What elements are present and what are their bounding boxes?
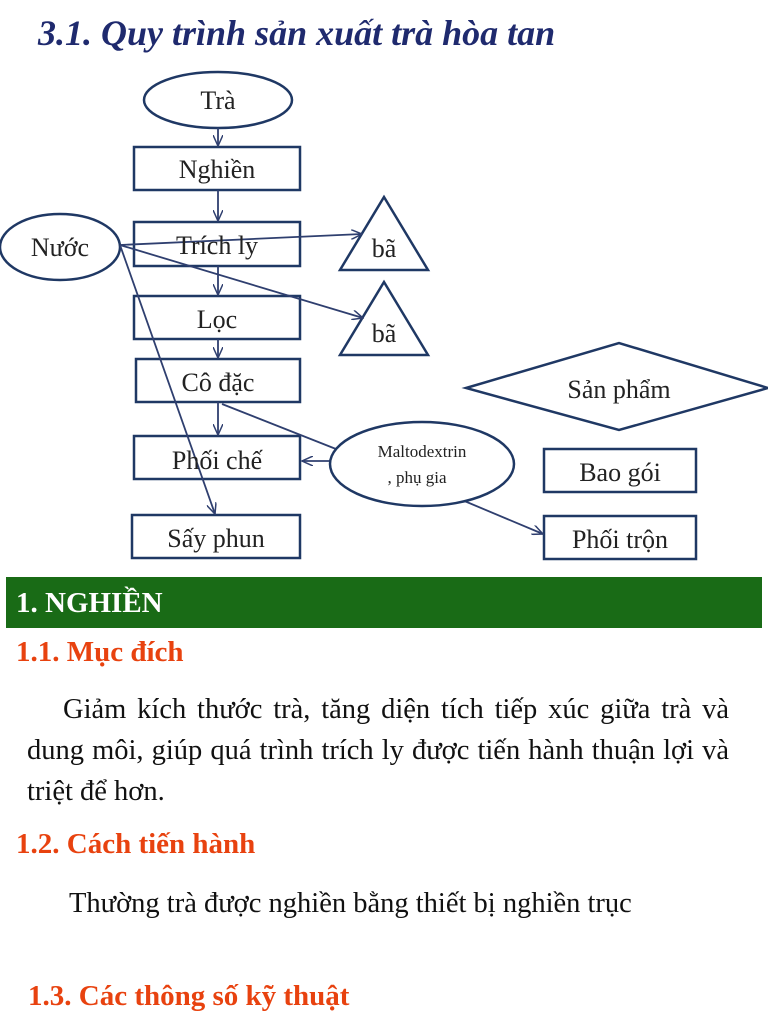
section-header-bar: 1. NGHIỀN xyxy=(6,577,762,628)
page-title: 3.1. Quy trình sản xuất trà hòa tan xyxy=(38,13,556,53)
node-maltodextrin-shape xyxy=(330,422,514,506)
node-trich-ly-label: Trích ly xyxy=(175,231,259,260)
subheading-muc-dich: 1.1. Mục đích xyxy=(16,636,184,668)
subheading-cach-tien-hanh: 1.2. Cách tiến hành xyxy=(16,828,256,860)
node-loc-label: Lọc xyxy=(196,305,238,334)
node-maltodextrin-label-line1: Maltodextrin xyxy=(377,442,467,461)
node-san-pham-label: Sản phẩm xyxy=(567,375,671,404)
node-bao-goi-label: Bao gói xyxy=(579,458,661,487)
node-maltodextrin-label-line2: , phụ gia xyxy=(387,468,447,487)
node-nuoc-label: Nước xyxy=(30,233,90,262)
node-phoi-che-label: Phối chế xyxy=(171,446,263,475)
node-nghien-label: Nghiền xyxy=(178,155,256,184)
node-phoi-tron-label: Phối trộn xyxy=(571,525,669,554)
node-ba2-label: bã xyxy=(371,319,397,348)
node-tra-label: Trà xyxy=(200,86,236,115)
node-co-dac-label: Cô đặc xyxy=(181,368,255,397)
arrow-maltodextrin-phoi-tron xyxy=(462,500,543,534)
paragraph-muc-dich: Giảm kích thước trà, tăng diện tích tiếp xúc giữa trà và dung môi, giúp quá trình trích ly được tiến hành thuận lợi và triệt để hơn. xyxy=(27,694,729,807)
subheading-thong-so-ky-thuat: 1.3. Các thông số kỹ thuật xyxy=(28,980,350,1012)
node-ba1-label: bã xyxy=(371,234,397,263)
paragraph-cach-tien-hanh: Thường trà được nghiền bằng thiết bị nghiền trục xyxy=(69,888,632,919)
node-say-phun-label: Sấy phun xyxy=(167,524,265,553)
